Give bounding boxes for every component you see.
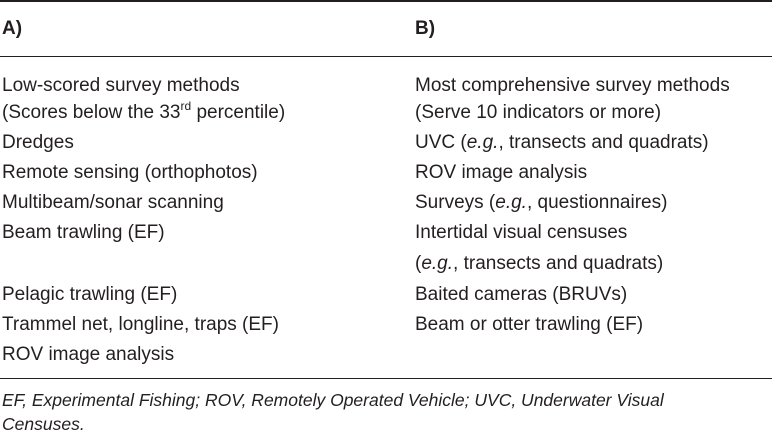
col-a-item: Dredges xyxy=(2,132,74,153)
col-a-title: Low-scored survey methods xyxy=(2,75,240,96)
table-footnote-line1: EF, Experimental Fishing; ROV, Remotely Operated Vehicle; UVC, Underwater Visual xyxy=(2,390,664,410)
col-a-item: Remote sensing (orthophotos) xyxy=(2,162,258,183)
col-b-item-beam-otter: Beam or otter trawling (EF) xyxy=(415,314,644,335)
col-b-item-surveys: Surveys (e.g., questionnaires) xyxy=(415,192,668,213)
column-a-header: A) xyxy=(2,18,23,39)
col-a-item: Trammel net, longline, traps (EF) xyxy=(2,314,279,335)
table-footnote-line2: Censuses. xyxy=(2,414,85,434)
col-a-item: Beam trawling (EF) xyxy=(2,222,165,243)
top-rule xyxy=(0,0,772,2)
col-b-item-intertidal-cont: (e.g., transects and quadrats) xyxy=(415,253,664,274)
header-rule xyxy=(0,56,772,57)
ordinal-superscript: rd xyxy=(180,99,192,113)
col-a-item: ROV image analysis xyxy=(2,344,175,365)
col-a-item: Pelagic trawling (EF) xyxy=(2,284,178,305)
col-b-item-intertidal: Intertidal visual censuses xyxy=(415,222,628,243)
bottom-rule xyxy=(0,378,772,379)
col-b-title: Most comprehensive survey methods xyxy=(415,75,730,96)
col-b-item-uvc: UVC (e.g., transects and quadrats) xyxy=(415,132,709,153)
column-b-header: B) xyxy=(415,18,436,39)
col-b-subtitle: (Serve 10 indicators or more) xyxy=(415,102,662,123)
col-b-item-baited: Baited cameras (BRUVs) xyxy=(415,284,628,305)
col-b-item-rov: ROV image analysis xyxy=(415,162,588,183)
col-a-subtitle: (Scores below the 33rd percentile) xyxy=(2,99,286,123)
col-a-item: Multibeam/sonar scanning xyxy=(2,192,224,213)
